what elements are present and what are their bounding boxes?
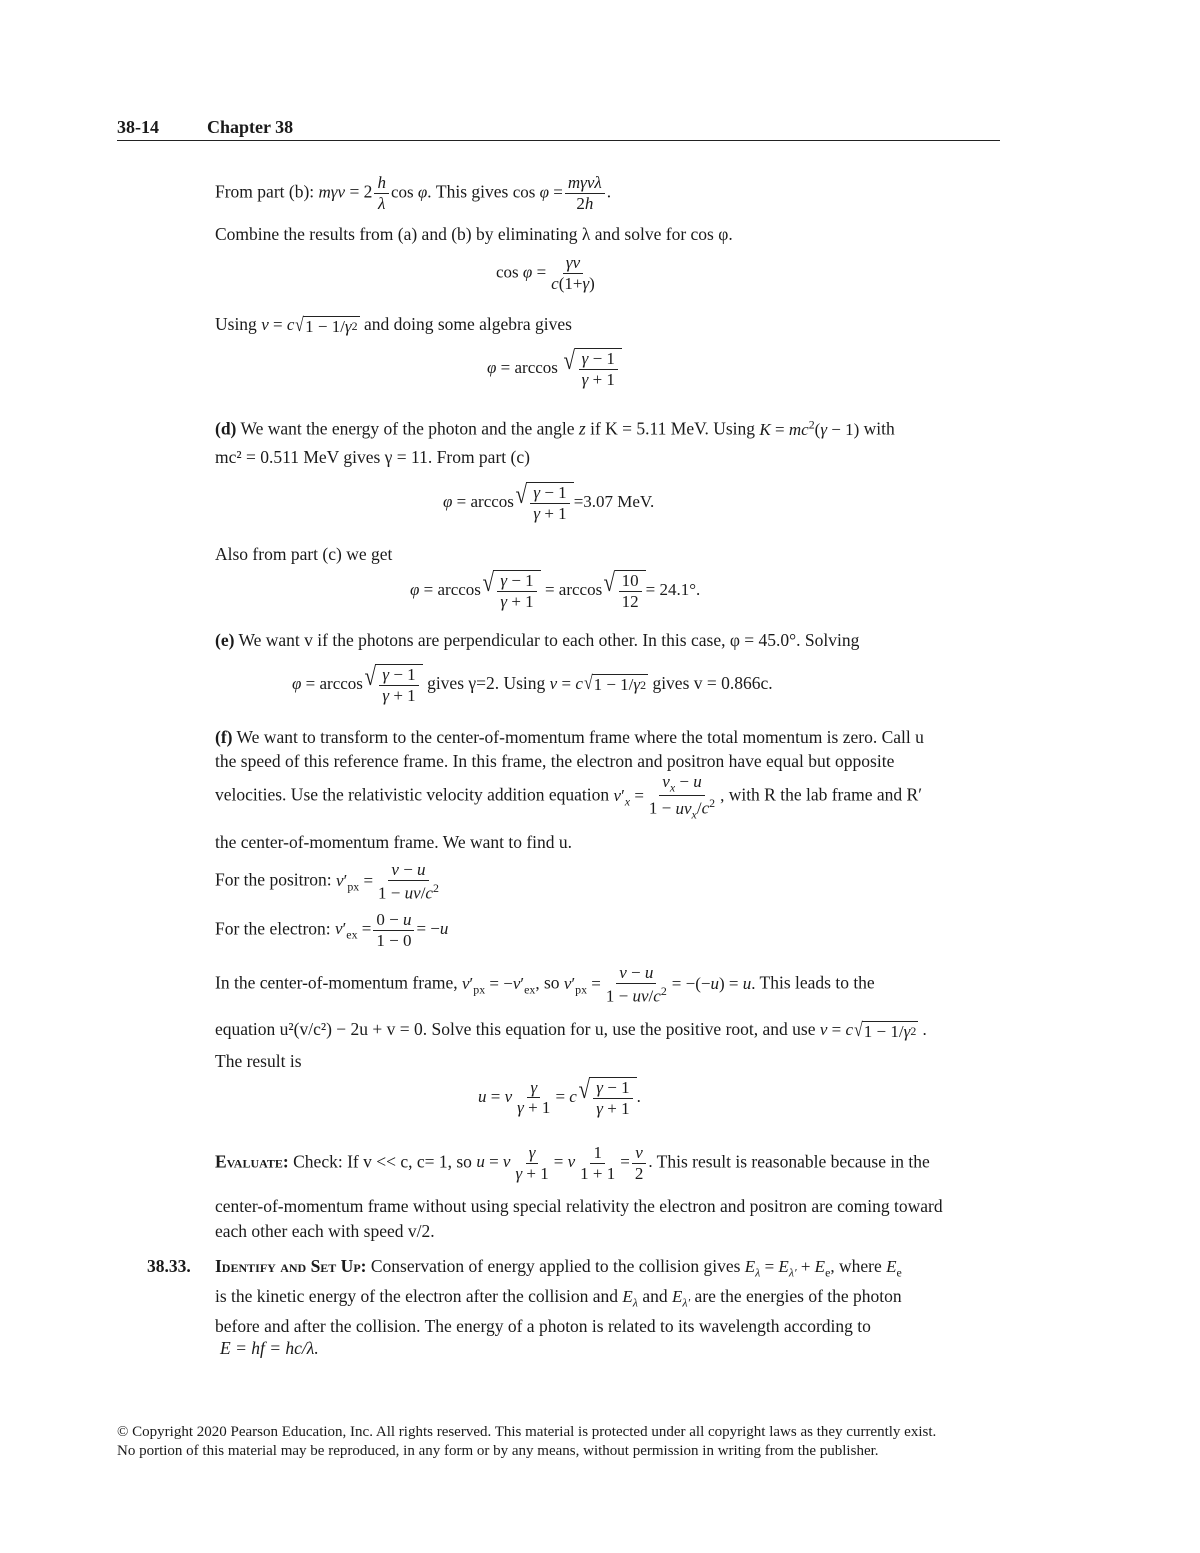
also-from-part-c: Also from part (c) we get: [215, 544, 393, 564]
copyright-line2: No portion of this material may be reproduced, in any form or by any means, without permission in writing from the publisher.: [117, 1443, 879, 1459]
cos-phi-equation: cos φ = $\frac{\gamma v}{c(1+\gamma)}$: [496, 253, 595, 293]
electron-equation: For the electron: $v'_{ex}$ = $\frac{0 - u}{1 - 0}$ = −u: [215, 910, 449, 950]
u-result-equation: u = v $\frac{\gamma}{\gamma + 1}$ = c √ γ − 1 γ + 1 .: [478, 1075, 641, 1118]
part-d-angle-equation: φ = arccos √ γ − 1 γ + 1 = arccos √ 10 12 = 24.1°.: [410, 568, 701, 611]
evaluate-line3: each other each with speed v/2.: [215, 1221, 435, 1241]
problem-33-line4: E = hf = hc/λ.: [220, 1338, 319, 1358]
phi-arccos-equation: φ = arccos √ γ − 1 γ + 1: [487, 348, 622, 390]
part-d-line1: (d) We want the energy of the photon and the angle z if K = 5.11 MeV. Using $K = mc^2(\gamma - 1)$ with: [215, 417, 895, 439]
part-f-line1: (f) We want to transform to the center-of-momentum frame where the total momentum is zero. Call u: [215, 727, 924, 747]
problem-33-line1: Identify and Set Up: Conservation of energy applied to the collision gives $E_\lambda = E_{\lambda'} + E_e$, where $E_e$: [215, 1256, 902, 1280]
part-f-line4: the center-of-momentum frame. We want to find u.: [215, 832, 573, 852]
part-e-line: (e) We want v if the photons are perpendicular to each other. In this case, φ = 45.0°. Solving: [215, 630, 860, 650]
part-d-energy-equation: φ = arccos √ γ − 1 γ + 1 =3.07 MeV.: [443, 480, 655, 523]
h-over-lambda: $\frac{h}{\lambda}$: [374, 173, 389, 214]
quadratic-line: equation u²(v/c²) − 2u + v = 0. Solve this equation for u, use the positive root, and use v = c √ 1 − 1/ γ 2 .: [215, 1019, 927, 1041]
part-d-line2: mc² = 0.511 MeV gives γ = 11. From part (c): [215, 447, 530, 467]
result-is: The result is: [215, 1051, 302, 1071]
part-f-line3: velocities. Use the relativistic velocity addition equation $v'_x$ = $v_x - u$ $1 - uv_x/c^2$ , with R the lab frame and R′: [215, 772, 923, 822]
positron-equation: For the positron: $v'_{px}$ = $\frac{v - u}{1 - uv/c^2}$: [215, 860, 439, 903]
part-e-equation: φ = arccos √ γ − 1 γ + 1 gives γ=2. Using v = c √ 1 − 1/ γ 2 gives v = 0.866c.: [292, 662, 773, 705]
cos-phi-fraction: mγvλ 2h: [565, 173, 605, 214]
evaluate-line2: center-of-momentum frame without using special relativity the electron and positron are coming toward: [215, 1196, 943, 1216]
part-f-line2: the speed of this reference frame. In this frame, the electron and positron have equal but opposite: [215, 751, 895, 771]
copyright-line1: © Copyright 2020 Pearson Education, Inc. All rights reserved. This material is protected under all copyright laws as they currently exist.: [117, 1424, 937, 1440]
header-rule: [117, 140, 1000, 141]
using-line: Using v = c √ 1 − 1/ γ 2 and doing some algebra gives: [215, 314, 572, 336]
problem-33-line2: is the kinetic energy of the electron after the collision and $E_\lambda$ and $E_{\lambda'}$ are the energies of the photon: [215, 1286, 902, 1310]
combine-line: Combine the results from (a) and (b) by eliminating λ and solve for cos φ.: [215, 224, 733, 244]
problem-33-line3: before and after the collision. The energy of a photon is related to its wavelength according to: [215, 1316, 871, 1336]
page-number: 38-14: [117, 117, 159, 137]
from-part-b-line: From part (b): mγv = 2 $\frac{h}{\lambda}$ cos φ. This gives cos φ = mγvλ 2h .: [215, 173, 612, 213]
problem-number: 38.33.: [147, 1256, 191, 1276]
chapter-title: Chapter 38: [207, 117, 294, 137]
evaluate-line: Evaluate: Check: If v << c, c= 1, so u = v $\frac{\gamma}{\gamma + 1}$ = v $\frac{1}{1 + 1}$ = $\frac{v}{2}$ . This result is reasonable because in the: [215, 1143, 930, 1183]
com-frame-line: In the center-of-momentum frame, $v'_{px} = -v'_{ex}$, so $v'_{px}$ = $\frac{v - u}{1 - uv/c^2}$ = −(−u) = u. This leads to the: [215, 963, 875, 1006]
